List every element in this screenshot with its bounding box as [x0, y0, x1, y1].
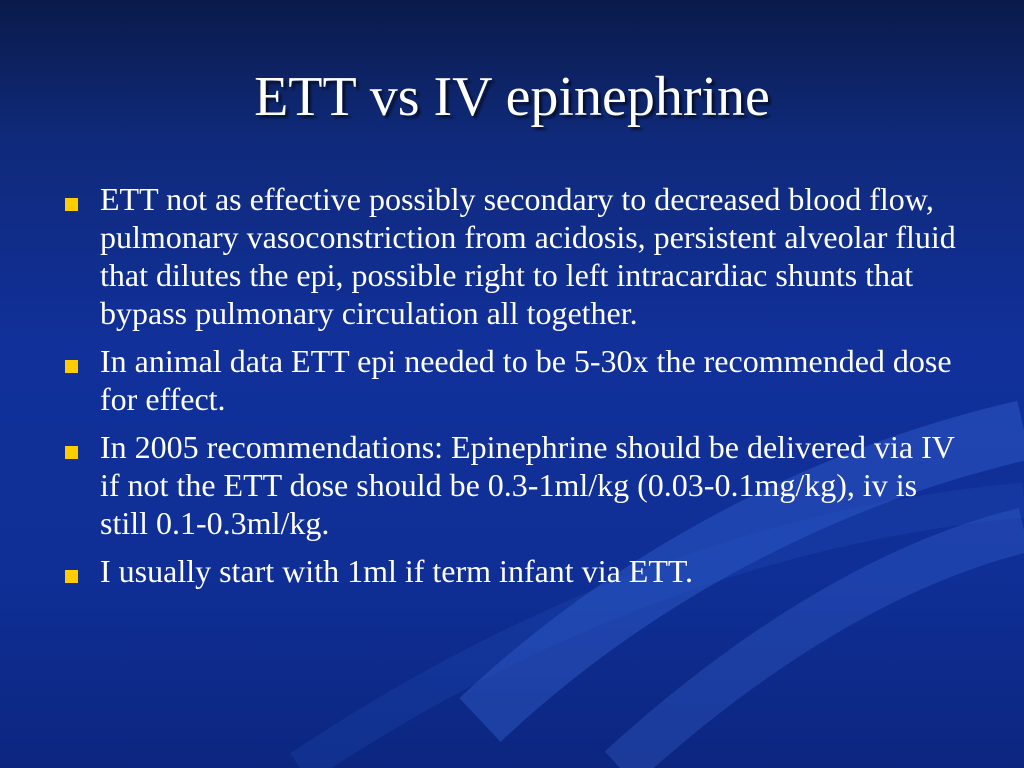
bullet-text: ETT not as effective possibly secondary to decreased blood flow, pulmonary vasoconstriction from acidosis, persistent alveolar fluid that dilutes the epi, possible right to left intracardiac shunts that bypass pulmonary circulation all together.	[100, 181, 956, 331]
slide-title: ETT vs IV epinephrine	[254, 66, 770, 128]
bullet-item	[62, 180, 967, 332]
bullet-list	[62, 180, 967, 600]
bullet-text: In 2005 recommendations: Epinephrine should be delivered via IV if not the ETT dose should be 0.3-1ml/kg (0.03-0.1mg/kg), iv is still 0.1-0.3ml/kg.	[100, 429, 955, 541]
square-bullet-icon	[65, 198, 78, 211]
bullet-item	[62, 428, 967, 542]
square-bullet-icon	[65, 446, 78, 459]
square-bullet-icon	[65, 360, 78, 373]
bullet-text: I usually start with 1ml if term infant via ETT.	[100, 553, 694, 589]
bullet-item	[62, 342, 967, 418]
bullet-text: In animal data ETT epi needed to be 5-30x the recommended dose for effect.	[100, 343, 952, 417]
square-bullet-icon	[65, 570, 78, 583]
bullet-item	[62, 552, 967, 590]
